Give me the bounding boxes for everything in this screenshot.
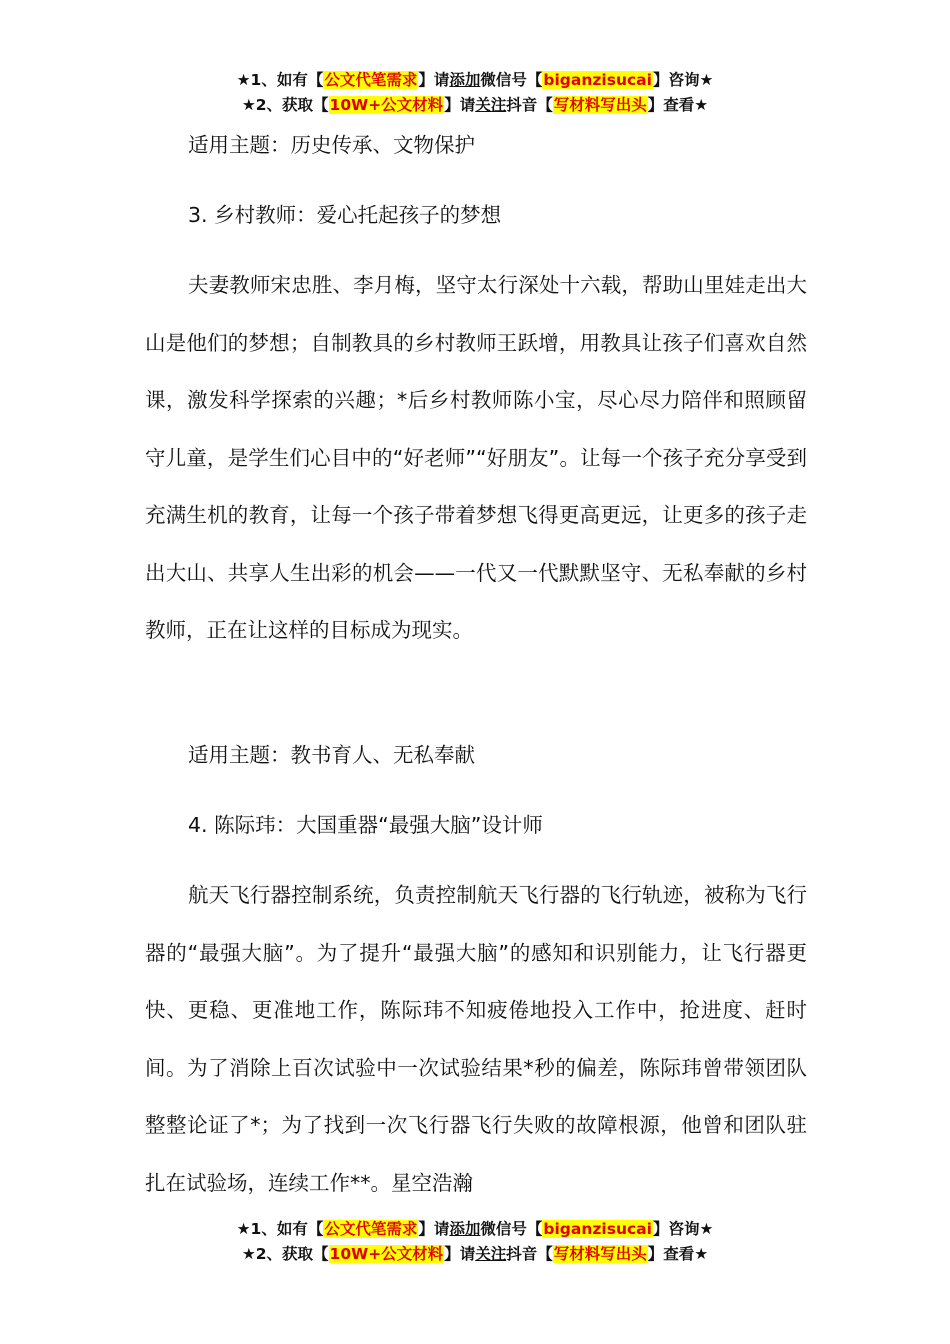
paragraph-chen-jiwei: 航天飞行器控制系统，负责控制航天飞行器的飞行轨迹，被称为飞行器的“最强大脑”。为了提升“最强大脑”的感知和识别能力，让飞行器更快、更稳、更准地工作，陈际玮不知疲倦地投入工作中，抢进度、赶时间。为了消除上百次试验中一次试验结果*秒的偏差，陈际玮曾带领团队整整论证了*；为了找到一次飞行器飞行失败的故障根源，他曾和团队驻扎在试验场，连续工作**。星空浩瀚 bbox=[145, 883, 807, 1195]
highlight-materials: 10W+公文材料 bbox=[329, 96, 444, 114]
footer-banner bbox=[0, 1217, 950, 1267]
banner-text: 】咨询★ bbox=[652, 71, 714, 89]
banner-text: 】查看★ bbox=[647, 96, 709, 114]
highlight-wechat-id: biganzisucai bbox=[543, 1220, 652, 1238]
theme-line-1: 适用主题：历史传承、文物保护 bbox=[188, 133, 475, 157]
banner-text: 】请 bbox=[418, 1220, 450, 1238]
banner-line-2 bbox=[0, 1242, 950, 1267]
banner-text: 】请 bbox=[418, 71, 450, 89]
banner-emphasis: 关注 bbox=[475, 1245, 507, 1263]
banner-emphasis: 添加 bbox=[449, 1220, 481, 1238]
banner-text: ★1、如有【 bbox=[236, 1220, 324, 1238]
banner-text: 抖音【 bbox=[506, 96, 553, 114]
banner-text: 】咨询★ bbox=[652, 1220, 714, 1238]
banner-text: ★2、获取【 bbox=[241, 1245, 329, 1263]
theme-line-3: 适用主题：教书育人、无私奉献 bbox=[188, 743, 475, 767]
banner-line-2 bbox=[0, 93, 950, 118]
highlight-service: 公文代笔需求 bbox=[324, 71, 418, 89]
section-heading-3: 3. 乡村教师：爱心托起孩子的梦想 bbox=[188, 203, 502, 227]
banner-line-1 bbox=[0, 1217, 950, 1242]
paragraph-rural-teachers: 夫妻教师宋忠胜、李月梅，坚守太行深处十六载，帮助山里娃走出大山是他们的梦想；自制教具的乡村教师王跃增，用教具让孩子们喜欢自然课，激发科学探索的兴趣；*后乡村教师陈小宝，尽心尽力陪伴和照顾留守儿童，是学生们心目中的“好老师”“好朋友”。让每一个孩子充分享受到充满生机的教育，让每一个孩子带着梦想飞得更高更远，让更多的孩子走出大山、共享人生出彩的机会——一代又一代默默坚守、无私奉献的乡村教师，正在让这样的目标成为现实。 bbox=[145, 273, 807, 642]
highlight-wechat-id: biganzisucai bbox=[543, 71, 652, 89]
banner-emphasis: 添加 bbox=[449, 71, 481, 89]
section-heading-4: 4. 陈际玮：大国重器“最强大脑”设计师 bbox=[188, 813, 543, 837]
banner-text: 】请 bbox=[444, 96, 476, 114]
banner-text: 抖音【 bbox=[506, 1245, 553, 1263]
highlight-materials: 10W+公文材料 bbox=[329, 1245, 444, 1263]
highlight-service: 公文代笔需求 bbox=[324, 1220, 418, 1238]
header-banner bbox=[0, 68, 950, 118]
banner-text: ★2、获取【 bbox=[241, 96, 329, 114]
highlight-douyin-account: 写材料写出头 bbox=[553, 1245, 647, 1263]
banner-text: 】查看★ bbox=[647, 1245, 709, 1263]
banner-text: ★1、如有【 bbox=[236, 71, 324, 89]
banner-emphasis: 关注 bbox=[475, 96, 507, 114]
highlight-douyin-account: 写材料写出头 bbox=[553, 96, 647, 114]
banner-text: 微信号【 bbox=[480, 1220, 543, 1238]
banner-text: 】请 bbox=[444, 1245, 476, 1263]
banner-line-1 bbox=[0, 68, 950, 93]
banner-text: 微信号【 bbox=[480, 71, 543, 89]
